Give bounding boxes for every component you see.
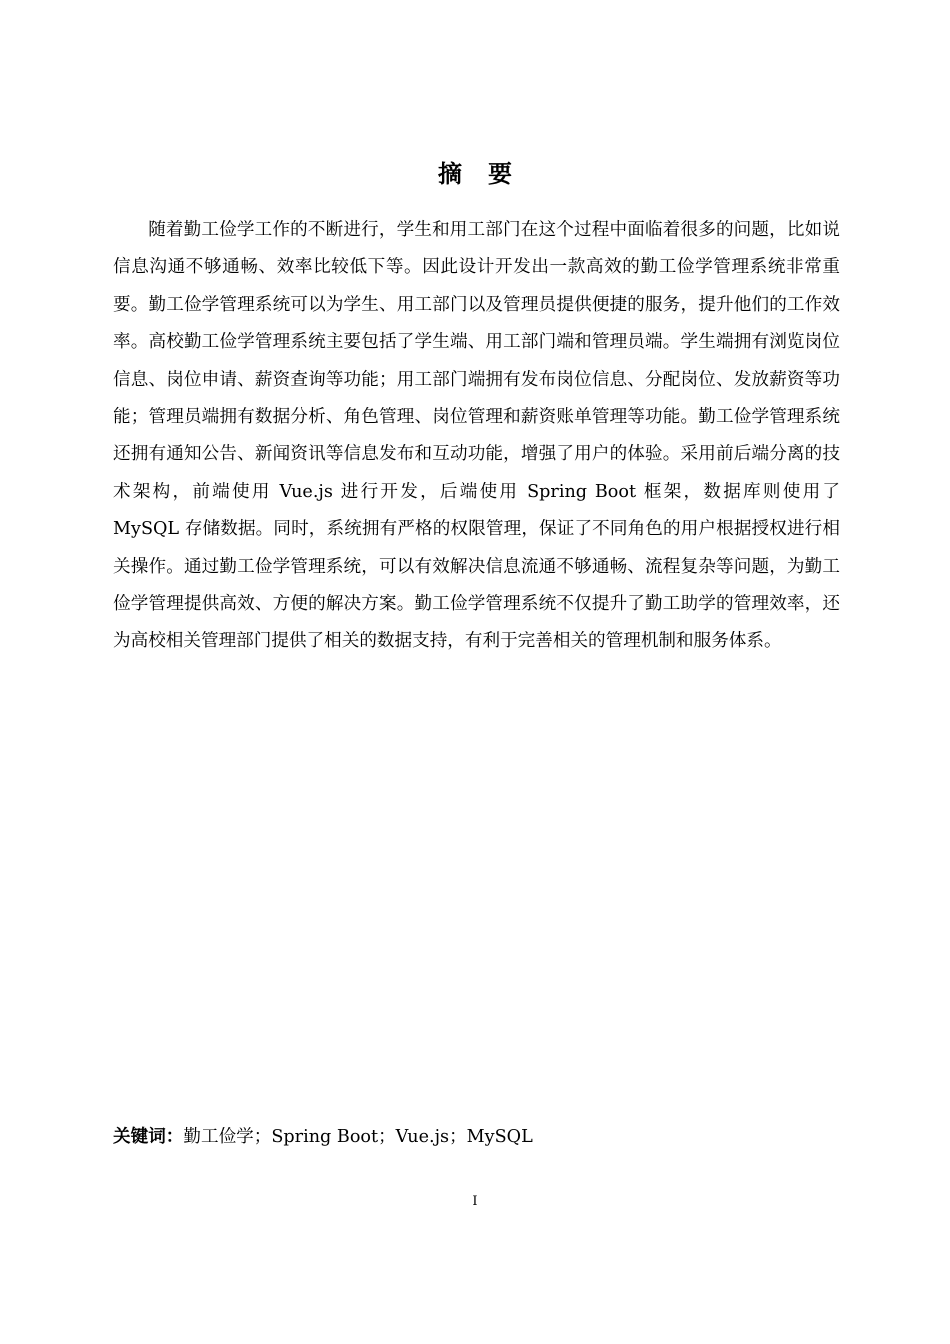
page-number: I xyxy=(472,1194,478,1209)
keywords-value: 勤工俭学；Spring Boot；Vue.js；MySQL xyxy=(183,1127,533,1147)
abstract-title: 摘要 xyxy=(438,160,538,188)
keywords-line xyxy=(113,1122,840,1152)
keywords-label: 关键词： xyxy=(113,1127,184,1147)
abstract-body: 随着勤工俭学工作的不断进行，学生和用工部门在这个过程中面临着很多的问题，比如说信息沟通不够通畅、效率比较低下等。因此设计开发出一款高效的勤工俭学管理系统非常重要。勤工俭学管理系统可以为学生、用工部门以及管理员提供便捷的服务，提升他们的工作效率。高校勤工俭学管理系统主要包括了学生端、用工部门端和管理员端。学生端拥有浏览岗位信息、岗位申请、薪资查询等功能；用工部门端拥有发布岗位信息、分配岗位、发放薪资等功能；管理员端拥有数据分析、角色管理、岗位管理和薪资账单管理等功能。勤工俭学管理系统还拥有通知公告、新闻资讯等信息发布和互动功能，增强了用户的体验。采用前后端分离的技术架构，前端使用 Vue.js 进行开发，后端使用 Spring Boot 框架，数据库则使用了 MySQL 存储数据。同时，系统拥有严格的权限管理，保证了不同角色的用户根据授权进行相关操作。通过勤工俭学管理系统，可以有效解决信息流通不够通畅、流程复杂等问题，为勤工俭学管理提供高效、方便的解决方案。勤工俭学管理系统不仅提升了勤工助学的管理效率，还为高校相关管理部门提供了相关的数据支持，有利于完善相关的管理机制和服务体系。 xyxy=(113,220,840,652)
